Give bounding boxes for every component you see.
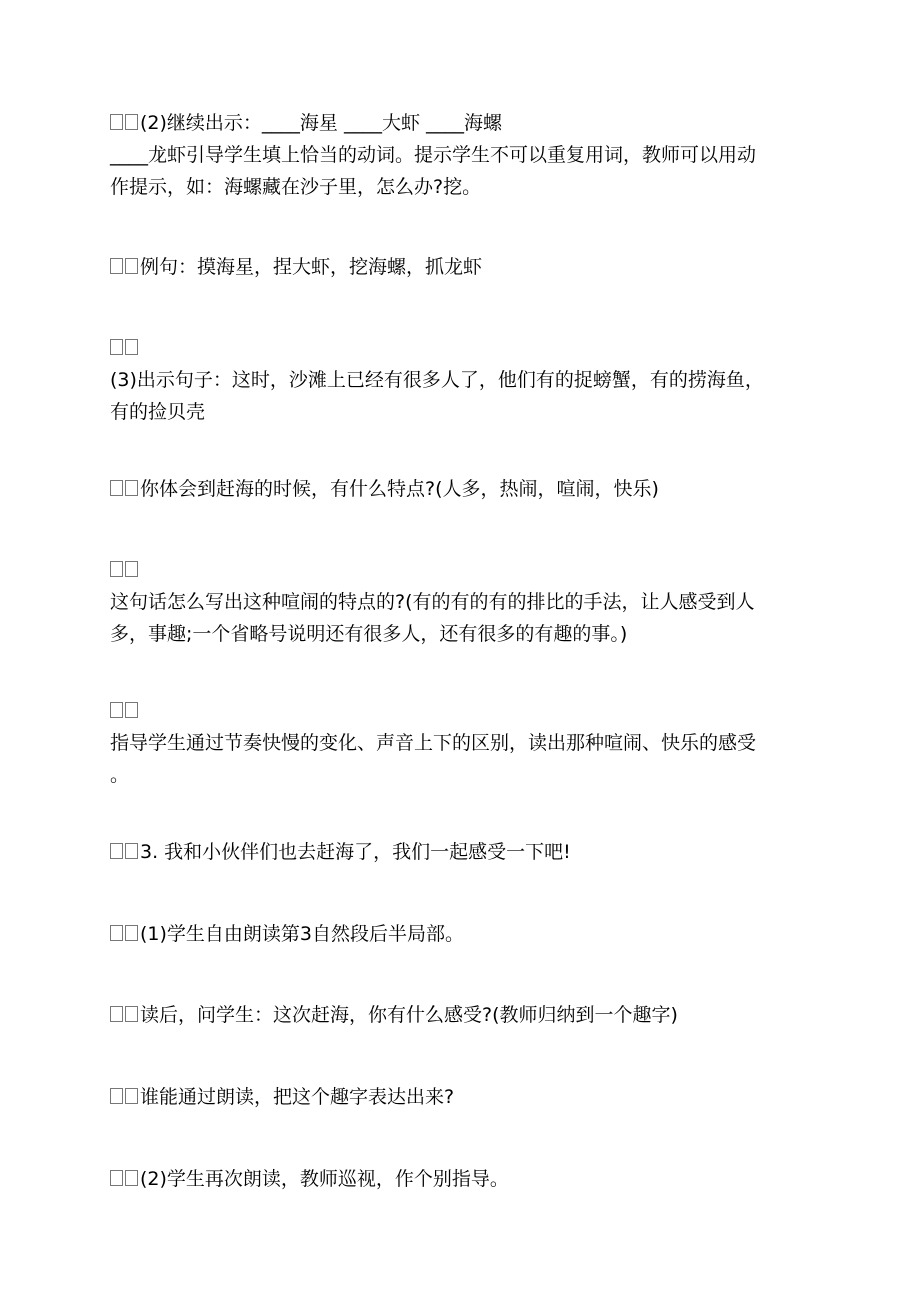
- paragraph-free-reading: [110, 918, 810, 950]
- line-text: 有的捡贝壳: [110, 401, 206, 423]
- text-line: [110, 473, 810, 505]
- text-line: [110, 396, 810, 428]
- line-text: 这句话怎么写出这种喧闹的特点的?(有的有的有的排比的手法，让人感受到人: [110, 591, 755, 613]
- text-line: [110, 107, 810, 139]
- line-text: 作提示，如：海螺藏在沙子里，怎么办?挖。: [110, 176, 482, 198]
- line-text: 你体会到赶海的时候，有什么特点?(人多，热闹，喧闹，快乐): [140, 478, 659, 500]
- text-line: [110, 1163, 810, 1195]
- paragraph-after-reading: [110, 999, 810, 1031]
- placeholder-glyph-icon: [110, 107, 140, 139]
- line-text: 多，事趣;一个省略号说明还有很多人，还有很多的有趣的事。): [110, 623, 628, 645]
- paragraph-reading-guidance: [110, 695, 810, 791]
- line-text: 谁能通过朗读，把这个趣字表达出来?: [140, 1086, 455, 1108]
- line-text: (3)出示句子：这时，沙滩上已经有很多人了，他们有的捉螃蟹，有的捞海鱼，: [110, 369, 764, 391]
- placeholder-glyph-icon: [110, 1081, 140, 1113]
- text-line: [110, 836, 810, 868]
- text-line: [110, 618, 810, 650]
- text-line: [110, 1081, 810, 1113]
- paragraph-section-3: [110, 836, 810, 868]
- text-line: [110, 364, 810, 396]
- placeholder-glyph-icon: [110, 332, 140, 364]
- line-text: ____龙虾引导学生填上恰当的动词。提示学生不可以重复用词，教师可以用动: [110, 144, 757, 166]
- placeholder-glyph-icon: [110, 999, 140, 1031]
- text-line: [110, 554, 810, 586]
- text-line: [110, 999, 810, 1031]
- line-text: 指导学生通过节奏快慢的变化、声音上下的区别，读出那种喧闹、快乐的感受: [110, 732, 757, 754]
- text-line: [110, 586, 810, 618]
- text-line: [110, 727, 810, 759]
- placeholder-glyph-icon: [110, 918, 140, 950]
- placeholder-glyph-icon: [110, 554, 140, 586]
- placeholder-glyph-icon: [110, 1163, 140, 1195]
- paragraph-read-again: [110, 1163, 810, 1195]
- text-line: [110, 171, 810, 203]
- line-text: 3. 我和小伙伴们也去赶海了，我们一起感受一下吧!: [140, 841, 571, 863]
- line-text: 例句：摸海星，捏大虾，挖海螺，抓龙虾: [140, 256, 483, 278]
- paragraph-example-sentence: [110, 251, 810, 283]
- placeholder-glyph-icon: [110, 836, 140, 868]
- text-line: [110, 332, 810, 364]
- text-line: [110, 918, 810, 950]
- text-line: [110, 695, 810, 727]
- paragraph-show-sentence: [110, 332, 810, 428]
- text-line: [110, 139, 810, 171]
- placeholder-glyph-icon: [110, 695, 140, 727]
- paragraph-parallelism: [110, 554, 810, 650]
- line-text: (1)学生自由朗读第3自然段后半局部。: [140, 923, 465, 945]
- paragraph-fill-in-verbs: [110, 107, 810, 203]
- text-line: [110, 251, 810, 283]
- paragraph-question-features: [110, 473, 810, 505]
- placeholder-glyph-icon: [110, 473, 140, 505]
- line-text: (2)继续出示：____海星 ____大虾 ____海螺: [140, 112, 502, 134]
- paragraph-who-can-read: [110, 1081, 810, 1113]
- line-text: 。: [110, 764, 130, 786]
- line-text: 读后，问学生：这次赶海，你有什么感受?(教师归纳到一个趣字): [140, 1004, 678, 1026]
- line-text: (2)学生再次朗读，教师巡视，作个别指导。: [140, 1168, 509, 1190]
- placeholder-glyph-icon: [110, 251, 140, 283]
- text-line: [110, 759, 810, 791]
